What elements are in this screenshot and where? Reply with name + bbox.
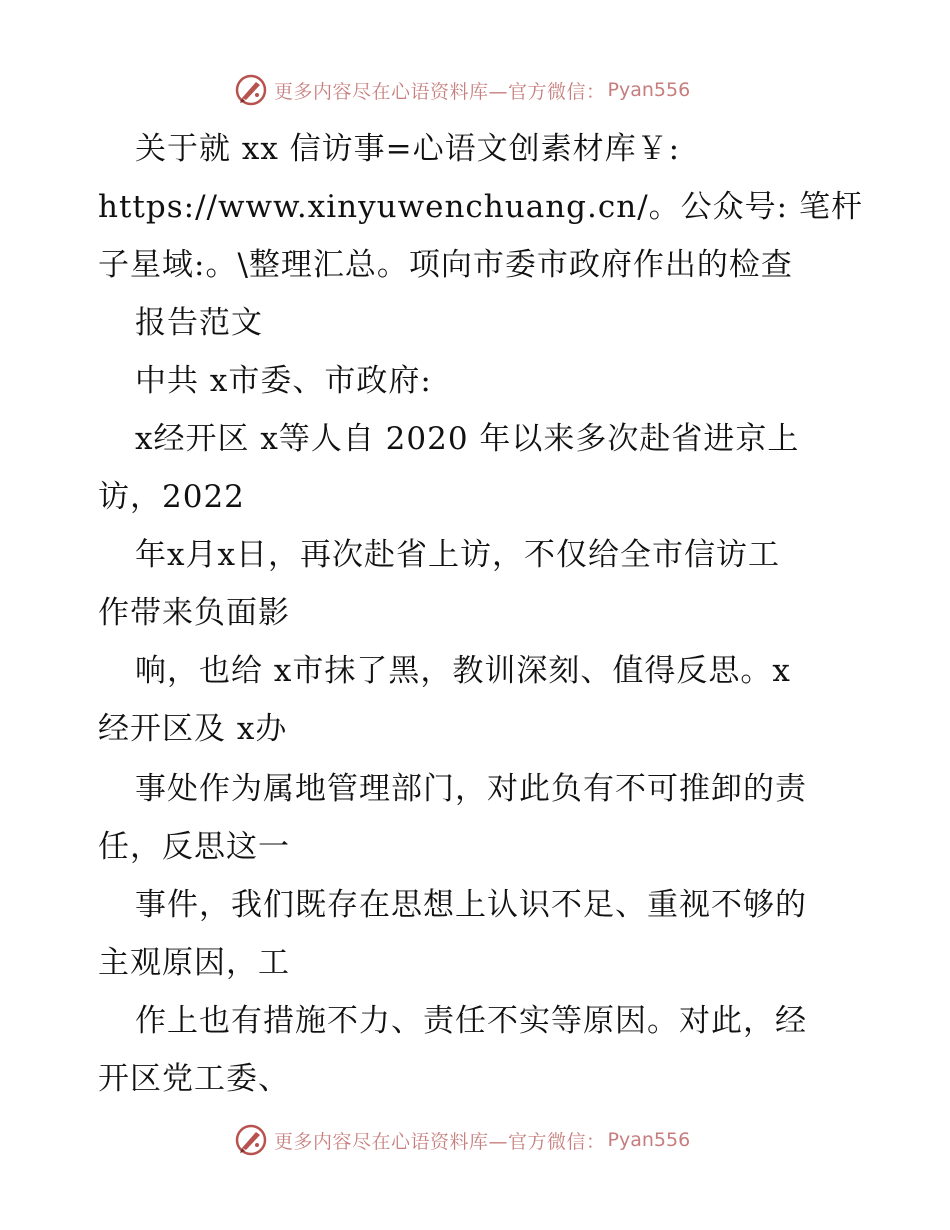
body-line: x经开区 x等人自 2020 年以来多次赴省进京上 <box>135 421 800 457</box>
quill-pen-logo-icon <box>234 73 268 107</box>
body-line: 事件，我们既存在思想上认识不足、重视不够的 <box>135 887 807 923</box>
body-line: 主观原因，工 <box>98 945 290 981</box>
body-line: 事处作为属地管理部门，对此负有不可推卸的责 <box>135 771 807 807</box>
body-line: 子星域:。\整理汇总。项向市委市政府作出的检查 <box>98 247 793 283</box>
body-line: 年x月x日，再次赴省上访，不仅给全市信访工 <box>135 537 780 573</box>
banner-text: 更多内容尽在心语资料库—官方微信： <box>274 1130 606 1153</box>
body-line: 作上也有措施不力、责任不实等原因。对此，经 <box>135 1003 807 1039</box>
header-banner <box>234 70 690 110</box>
body-line: 经开区及 x办 <box>98 711 288 747</box>
body-line: 中共 x市委、市政府: <box>135 363 432 399</box>
body-line: 访，2022 <box>98 479 245 515</box>
body-line: https://www.xinyuwenchuang.cn/。公众号: 笔杆 <box>98 189 863 225</box>
footer-banner <box>234 1120 690 1160</box>
body-line: 报告范文 <box>135 305 263 341</box>
body-line: 任，反思这一 <box>98 829 290 865</box>
body-line: 作带来负面影 <box>98 595 290 631</box>
banner-wechat-id: Pyan556 <box>607 1129 691 1151</box>
banner-text: 更多内容尽在心语资料库—官方微信： <box>274 80 606 103</box>
body-line: 开区党工委、 <box>98 1061 290 1097</box>
banner-wechat-id: Pyan556 <box>607 79 691 101</box>
body-line: 响，也给 x市抹了黑，教训深刻、值得反思。x <box>135 653 791 689</box>
quill-pen-logo-icon <box>234 1123 268 1157</box>
body-line: 关于就 xx 信访事=心语文创素材库￥: <box>135 131 681 167</box>
